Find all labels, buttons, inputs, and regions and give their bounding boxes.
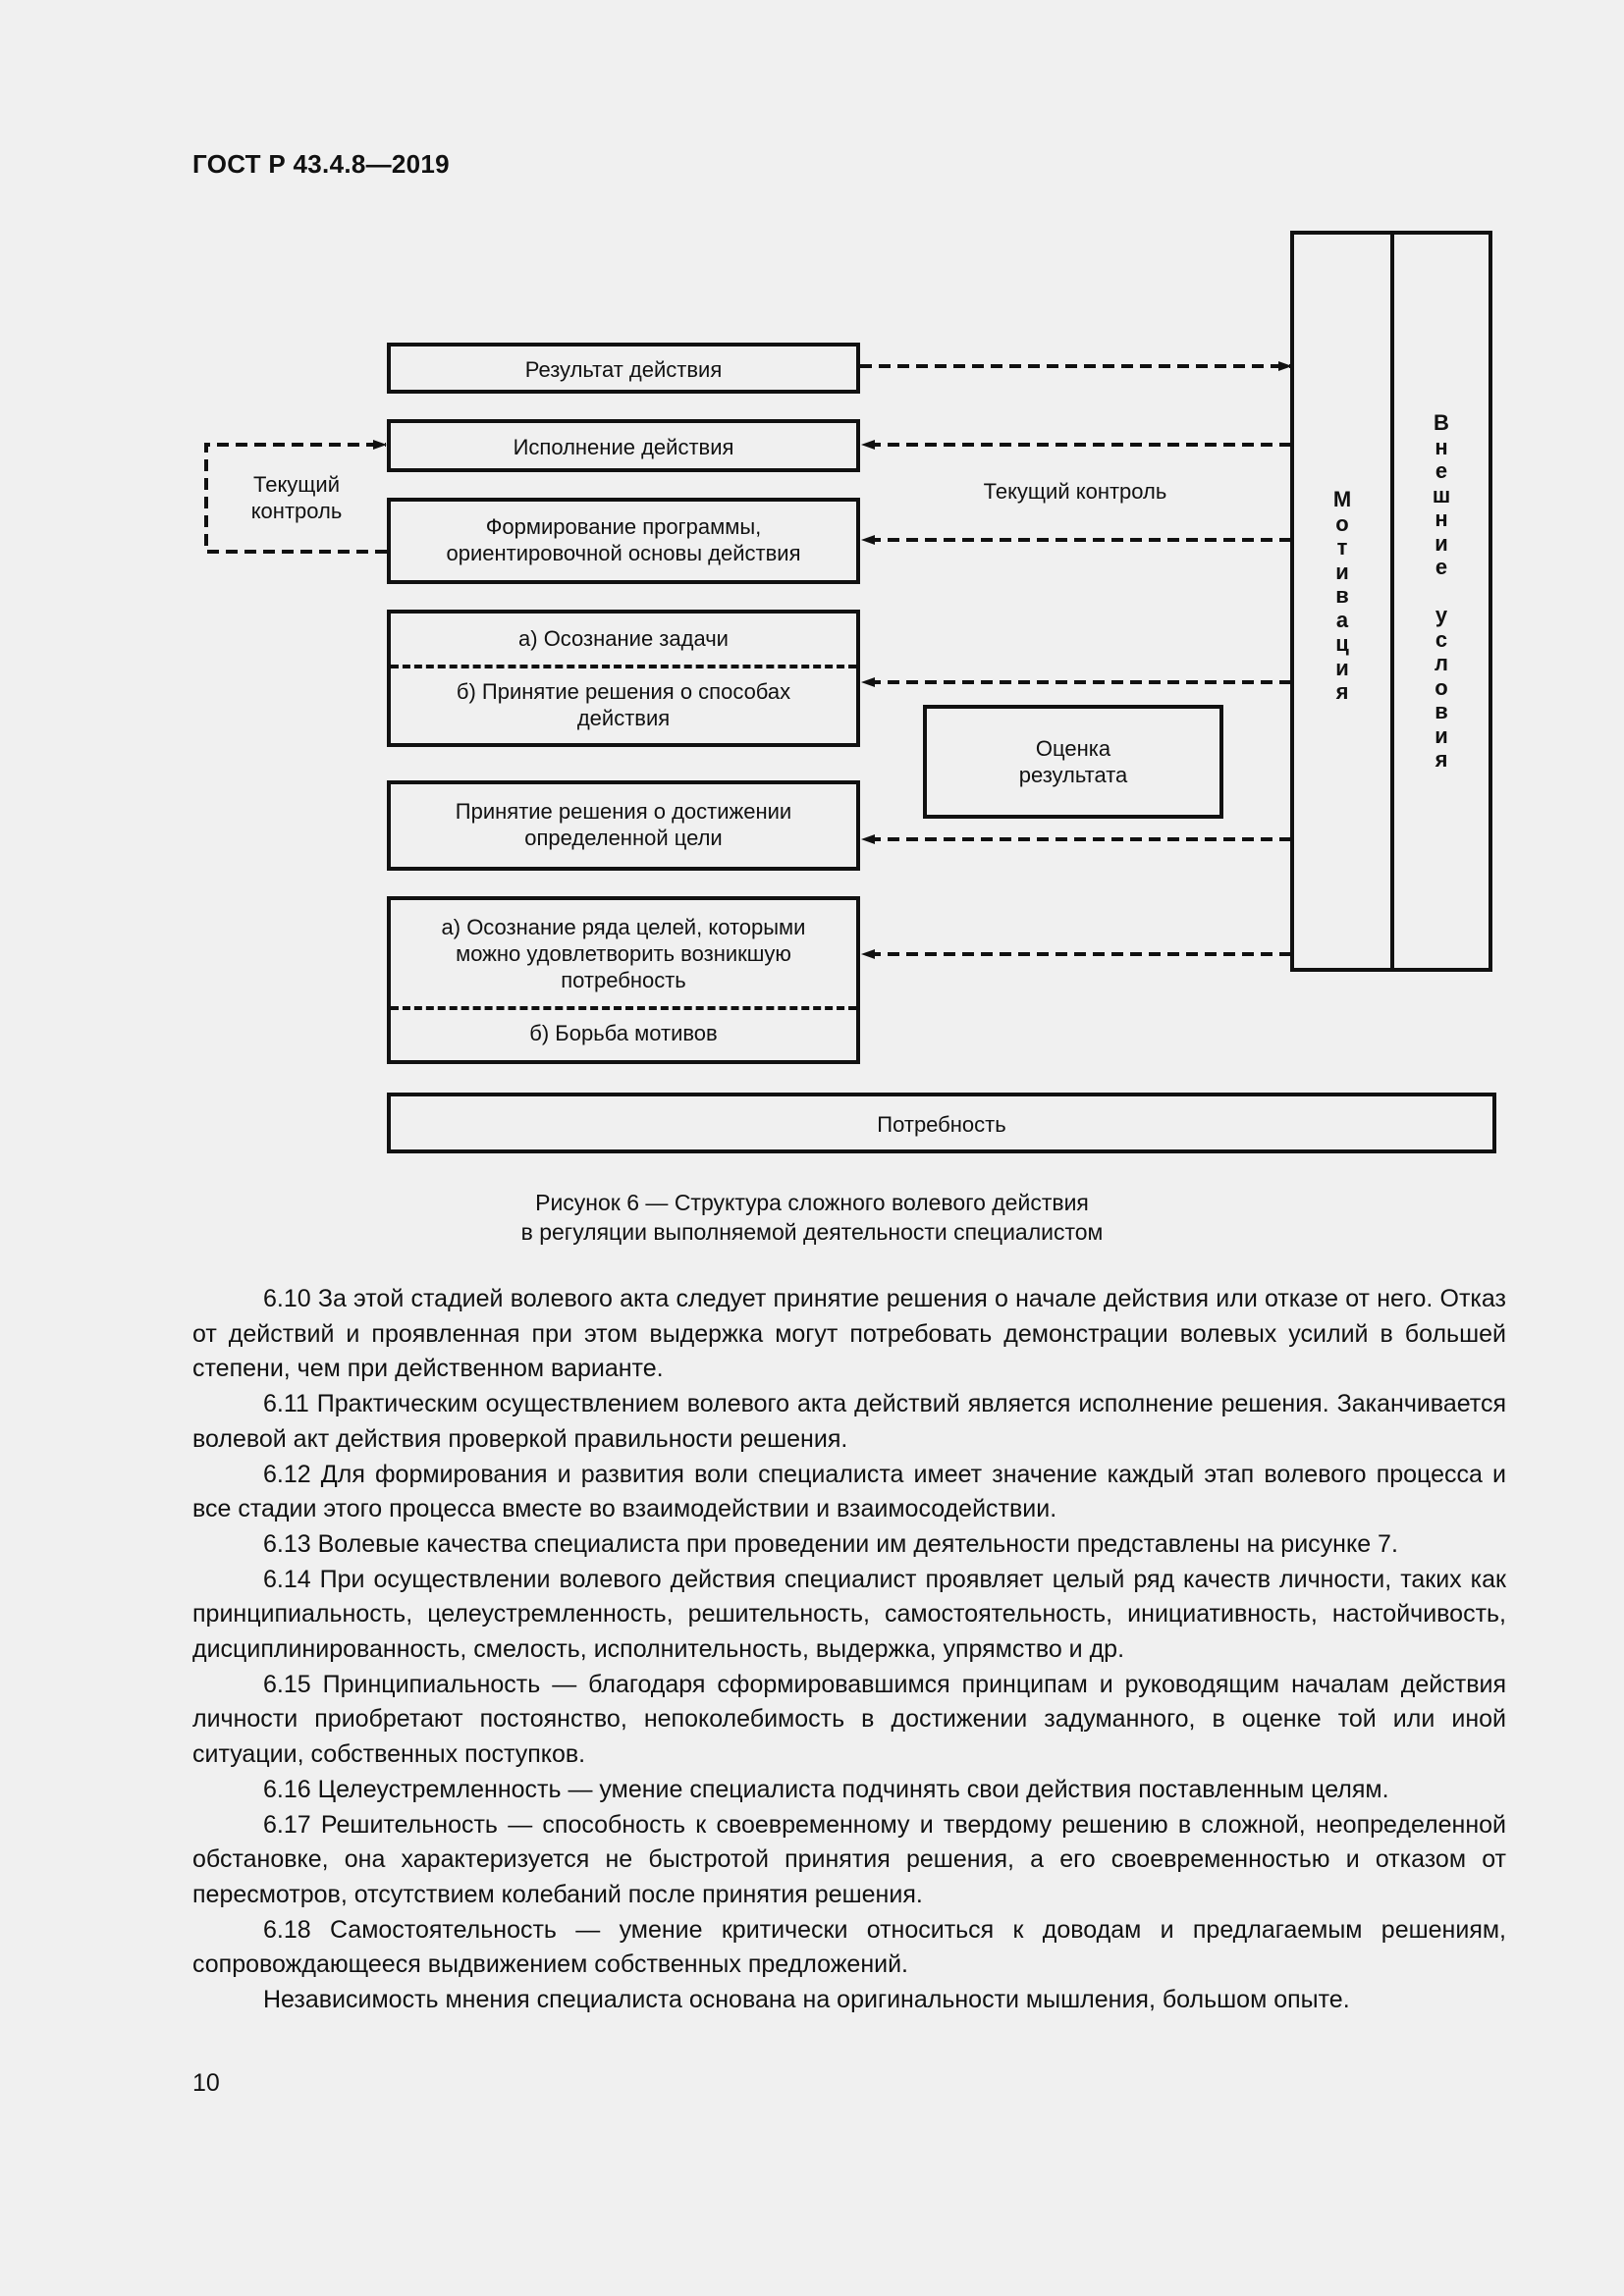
motivation-column bbox=[1290, 231, 1394, 972]
current-control-right-label: Текущий контроль bbox=[983, 479, 1167, 504]
goal-decision-box: Принятие решения о достижении определенной цели bbox=[387, 780, 860, 871]
paragraph: 6.12 Для формирования и развития воли специалиста имеет значение каждый этап волевого процесса и все стадии этого процесса вместе во взаимодействии и взаимосодействии. bbox=[192, 1460, 1506, 1523]
goals-box-divider bbox=[391, 1006, 856, 1010]
paragraph: 6.16 Целеустремленность — умение специалиста подчинять свои действия поставленным целям. bbox=[263, 1775, 1389, 1803]
paragraph: 6.18 Самостоятельность — умение критически относиться к доводам и предлагаемым решениям, сопровождающееся выдвижением собственных предложений. bbox=[192, 1915, 1506, 1979]
goals-box: а) Осознание ряда целей, которыми можно удовлетворить возникшую потребность б) Борьба мотивов bbox=[387, 896, 860, 1064]
paragraph: 6.10 За этой стадией волевого акта следует принятие решения о начале действия или отказе от него. Отказ от действий и проявленная при этом выдержка могут потребовать демонстрации волевых усилий в большей степени, чем при действенном варианте. bbox=[192, 1285, 1506, 1383]
task-box-divider bbox=[391, 665, 856, 668]
body-text bbox=[192, 1282, 1506, 2018]
paragraph: Независимость мнения специалиста основана на оригинальности мышления, большом опыте. bbox=[263, 1986, 1350, 2014]
external-conditions-column bbox=[1390, 231, 1492, 972]
motivation-label: М о т и в а ц и я bbox=[1332, 487, 1352, 704]
page-number: 10 bbox=[192, 2069, 220, 2097]
paragraph: 6.15 Принципиальность — благодаря сформировавшимся принципам и руководящим началам действия личности приобретают постоянство, непоколебимость в достижении задуманного, в оценке той или иной ситуации, собственных поступков. bbox=[192, 1670, 1506, 1769]
external-conditions-label: В н е ш н и е у с л о в и я bbox=[1432, 410, 1451, 772]
need-box: Потребность bbox=[387, 1093, 1496, 1153]
paragraph: 6.17 Решительность — способность к своевременному и твердому решению в сложной, неопределенной обстановке, она характеризуется не быстротой принятия решения, а его своевременностью и отказом от пересмотров, отсутствием колебаний после принятия решения. bbox=[192, 1810, 1506, 1908]
paragraph: 6.11 Практическим осуществлением волевого акта действий является исполнение решения. Заканчивается волевой акт действия проверкой правильности решения. bbox=[192, 1390, 1506, 1453]
figure-caption: Рисунок 6 — Структура сложного волевого действия в регуляции выполняемой деятельности специалистом bbox=[520, 1190, 1104, 1245]
program-box: Формирование программы, ориентировочной основы действия bbox=[387, 498, 860, 584]
paragraph: 6.14 При осуществлении волевого действия специалист проявляет целый ряд качеств личности, таких как принципиальность, целеустремленность, решительность, самостоятельность, инициативность, настойчивость, дисциплинированность, смелость, исполнительность, выдержка, упрямство и др. bbox=[192, 1565, 1506, 1664]
result-box: Результат действия bbox=[387, 343, 860, 394]
evaluation-box: Оценка результата bbox=[923, 705, 1223, 819]
execution-box: Исполнение действия bbox=[387, 419, 860, 472]
paragraph: 6.13 Волевые качества специалиста при проведении им деятельности представлены на рисунке 7. bbox=[263, 1529, 1398, 1558]
task-box: а) Осознание задачи б) Принятие решения о способах действия bbox=[387, 610, 860, 747]
current-control-left-label: Текущий контроль bbox=[250, 472, 343, 523]
document-header: ГОСТ Р 43.4.8—2019 bbox=[192, 149, 450, 179]
